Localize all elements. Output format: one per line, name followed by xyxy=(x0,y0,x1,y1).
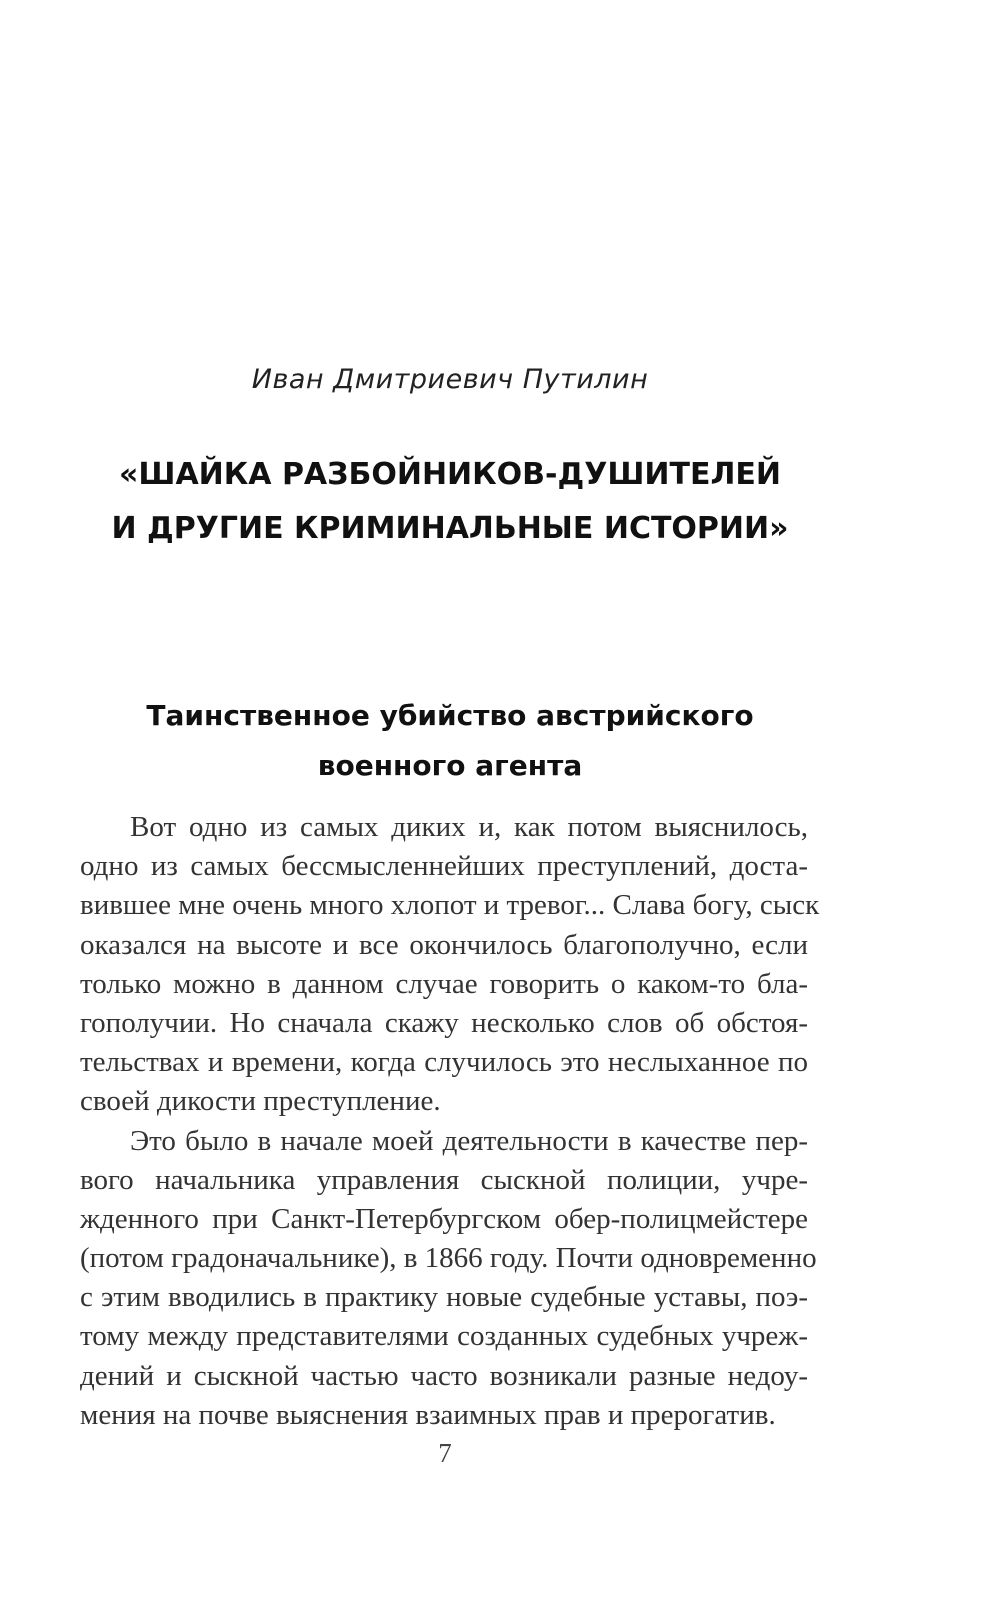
paragraph xyxy=(80,1122,817,1436)
text-line: тому между представителями созданных судебных учреж- xyxy=(80,1320,808,1353)
chapter-title-line: Таинственное убийство австрийского xyxy=(146,699,754,732)
text-line: Вот одно из самых диких и, как потом выяснилось, xyxy=(130,811,808,843)
text-line: вившее мне очень много хлопот и тревог... Слава богу, сыск xyxy=(80,889,820,922)
book-title-line: И ДРУГИЕ КРИМИНАЛЬНЫЕ ИСТОРИИ» xyxy=(111,511,789,546)
chapter-title xyxy=(0,691,900,791)
page-number: 7 xyxy=(438,1438,452,1468)
text-line: мения на почве выяснения взаимных прав и прерогатив. xyxy=(80,1398,776,1431)
text-line: своей дикости преступление. xyxy=(80,1085,441,1118)
text-line: (потом градоначальнике), в 1866 году. Почти одновременно xyxy=(80,1242,817,1275)
text-line: с этим вводились в практику новые судебные уставы, поэ- xyxy=(80,1281,808,1314)
chapter-title-line: военного агента xyxy=(317,749,583,782)
text-line: одно из самых бессмысленнейших преступлений, доста- xyxy=(80,850,808,883)
text-line: тельствах и времени, когда случилось это неслыханное по xyxy=(80,1046,808,1079)
text-line: дений и сыскной частью часто возникали разные недоу- xyxy=(80,1359,808,1392)
text-line: жденного при Санкт-Петербургском обер-полицмейстере xyxy=(80,1202,808,1235)
text-line: Это было в начале моей деятельности в качестве пер- xyxy=(130,1124,808,1157)
text-line: вого начальника управления сыскной полиции, учре- xyxy=(80,1163,808,1196)
author-name: Иван Дмитриевич Путилин xyxy=(251,364,649,395)
body-text xyxy=(80,808,820,1435)
text-line: оказался на высоте и все окончилось благополучно, если xyxy=(80,928,808,961)
text-line: гополучии. Но сначала скажу несколько слов об обстоя- xyxy=(80,1006,808,1039)
paragraph xyxy=(80,808,820,1122)
text-line: только можно в данном случае говорить о каком-то бла- xyxy=(80,967,808,1000)
book-title xyxy=(0,448,900,556)
book-title-line: «ШАЙКА РАЗБОЙНИКОВ-ДУШИТЕЛЕЙ xyxy=(119,457,781,492)
